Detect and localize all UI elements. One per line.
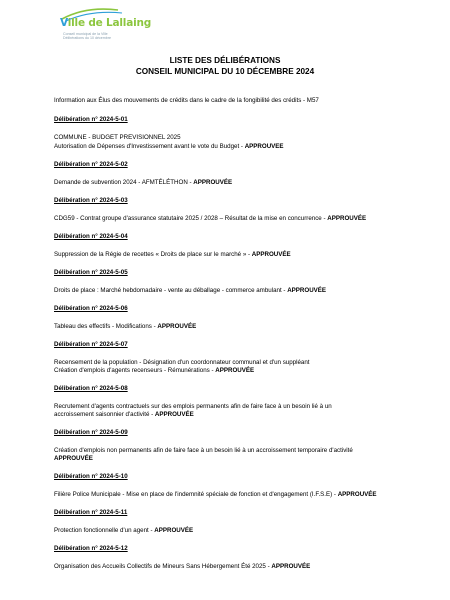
deliberation-item — [54, 545, 434, 571]
deliberation-item — [54, 305, 434, 331]
logo-wordmark: Ville de Lallaing — [60, 17, 152, 29]
deliberation-item — [54, 233, 434, 259]
page-title — [0, 55, 450, 77]
deliberation-text: Création d'emplois non permanents afin de faire face à un besoin lié à un accroissement temporaire d'activité — [54, 447, 353, 455]
deliberation-text: CDG59 - Contrat groupe d'assurance statutaire 2025 / 2028 – Résultat de la mise en concurrence - APPROUVÉE — [54, 214, 367, 222]
deliberation-item — [54, 509, 434, 535]
status-label: APPROUVÉE — [54, 455, 93, 463]
deliberation-number: Délibération n° 2024-5-05 — [54, 268, 128, 276]
deliberation-item — [54, 385, 434, 420]
status-label: APPROUVÉE — [337, 491, 377, 499]
deliberation-item — [54, 429, 434, 464]
deliberation-number: Délibération n° 2024-5-09 — [54, 429, 128, 437]
status-label: APPROUVÉE — [251, 250, 291, 258]
deliberation-number: Délibération n° 2024-5-08 — [54, 384, 128, 392]
status-label: APPROUVÉE — [154, 411, 194, 419]
deliberation-number: Délibération n° 2024-5-12 — [54, 545, 128, 553]
status-label: APPROUVÉE — [271, 563, 311, 571]
deliberation-number: Délibération n° 2024-5-10 — [54, 473, 128, 481]
deliberation-number: Délibération n° 2024-5-03 — [54, 196, 128, 204]
status-label: APPROUVÉE — [287, 286, 327, 294]
intro-text: Information aux Élus des mouvements de crédits dans le cadre de la fongibilité des crédits - M57 — [54, 97, 319, 104]
status-label: APPROUVEE — [244, 142, 284, 150]
deliberation-number: Délibération n° 2024-5-01 — [54, 116, 128, 124]
deliberation-text: Recrutement d'agents contractuels sur des emplois permanents afin de faire face à un besoin lié à un — [54, 402, 332, 410]
deliberation-text: COMMUNE - BUDGET PREVISIONNEL 2025 — [54, 134, 181, 142]
status-label: APPROUVÉE — [215, 366, 255, 374]
status-label: APPROUVÉE — [327, 214, 367, 222]
deliberation-text: Autorisation de Dépenses d'Investissement avant le vote du Budget - APPROUVEE — [54, 142, 284, 150]
deliberation-number: Délibération n° 2024-5-06 — [54, 304, 128, 312]
deliberation-item — [54, 341, 434, 376]
deliberation-text: Organisation des Accueils Collectifs de Mineurs Sans Hébergement Été 2025 - APPROUVÉE — [54, 563, 311, 571]
title-line-2: CONSEIL MUNICIPAL DU 10 DÉCEMBRE 2024 — [135, 67, 315, 76]
deliberation-text: Demande de subvention 2024 - AFMTÉLÉTHON - APPROUVÉE — [54, 178, 233, 186]
deliberation-number: Délibération n° 2024-5-07 — [54, 340, 128, 348]
logo-tagline: Conseil municipal de la Ville Délibérations du 10 décembre — [63, 32, 111, 41]
deliberation-text: Protection fonctionnelle d'un agent - APPROUVÉE — [54, 527, 194, 535]
deliberation-text: Filière Police Municipale - Mise en place de l'indemnité spéciale de fonction et d'engagement (I.F.S.E) - APPROUVÉE — [54, 491, 377, 499]
status-label: APPROUVÉE — [154, 527, 194, 535]
town-logo — [56, 4, 156, 48]
deliberations-list — [54, 97, 434, 581]
deliberation-item — [54, 197, 434, 223]
status-label: APPROUVÉE — [193, 178, 233, 186]
title-line-1: LISTE DES DÉLIBÉRATIONS — [169, 56, 281, 65]
deliberation-number: Délibération n° 2024-5-04 — [54, 232, 128, 240]
deliberation-item — [54, 161, 434, 187]
deliberation-text: Création d'emplois d'agents recenseurs - Rémunérations - APPROUVÉE — [54, 366, 255, 374]
deliberation-item — [54, 269, 434, 295]
deliberation-text: Droits de place : Marché hebdomadaire - vente au déballage - commerce ambulant - APPROUVÉE — [54, 286, 327, 294]
deliberation-text: Recensement de la population - Désignation d'un coordonnateur communal et d'un suppléant — [54, 358, 310, 366]
deliberation-number: Délibération n° 2024-5-11 — [54, 509, 128, 517]
deliberation-number: Délibération n° 2024-5-02 — [54, 160, 128, 168]
deliberation-item — [54, 473, 434, 499]
deliberation-item — [54, 116, 434, 151]
deliberation-text: Suppression de la Régie de recettes « Droits de place sur le marché » - APPROUVÉE — [54, 250, 291, 258]
deliberation-text: accroissement saisonnier d'activité - APPROUVÉE — [54, 411, 194, 419]
deliberation-text — [54, 455, 434, 463]
deliberation-text: Tableau des effectifs - Modifications - APPROUVÉE — [54, 322, 197, 330]
status-label: APPROUVÉE — [157, 322, 197, 330]
